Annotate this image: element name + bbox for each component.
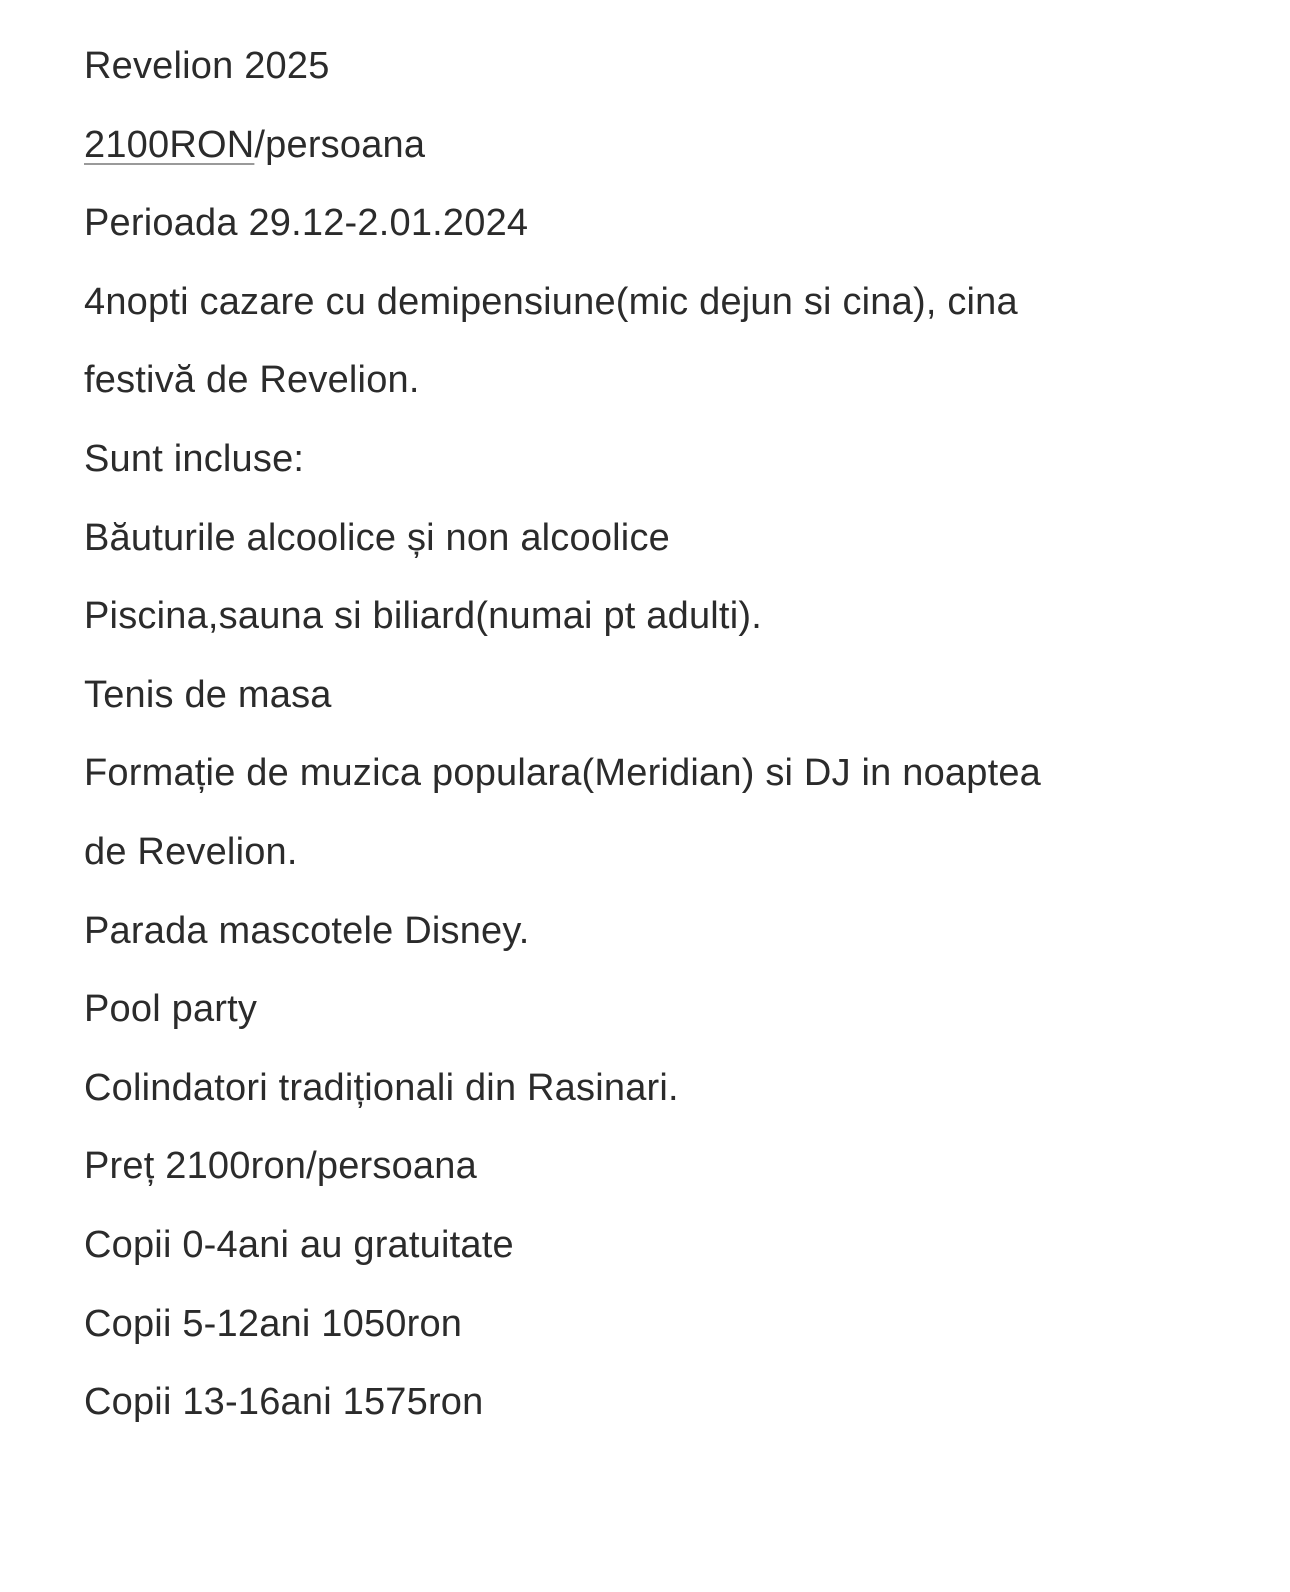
item-band-line-2: de Revelion. <box>84 830 298 873</box>
price-link[interactable]: 2100RON <box>84 123 255 166</box>
note-body <box>84 27 1224 1442</box>
item-carolers: Colindatori tradiționali din Rasinari. <box>84 1066 679 1109</box>
item-band-line-1: Formație de muzica populara(Meridian) si DJ in noaptea <box>84 752 1042 795</box>
item-parade: Parada mascotele Disney. <box>84 909 530 952</box>
included-heading: Sunt incluse: <box>84 437 305 480</box>
stay-line-1: 4nopti cazare cu demipensiune(mic dejun si cina), cina <box>84 280 1018 323</box>
item-pool-party: Pool party <box>84 988 258 1031</box>
item-drinks: Băuturile alcoolice și non alcoolice <box>84 516 670 559</box>
price-line <box>84 106 1224 185</box>
stay-line-2: festivă de Revelion. <box>84 359 420 402</box>
price-adult: Preț 2100ron/persoana <box>84 1145 477 1188</box>
note-title: Revelion 2025 <box>84 45 330 87</box>
price-kids-13-16: Copii 13-16ani 1575ron <box>84 1381 484 1424</box>
period-line: Perioada 29.12-2.01.2024 <box>84 202 529 245</box>
price-kids-5-12: Copii 5-12ani 1050ron <box>84 1302 463 1345</box>
item-tennis: Tenis de masa <box>84 673 332 716</box>
price-suffix: /persoana <box>254 123 426 166</box>
price-kids-0-4: Copii 0-4ani au gratuitate <box>84 1223 514 1266</box>
item-pool: Piscina,sauna si biliard(numai pt adulti). <box>84 595 762 638</box>
